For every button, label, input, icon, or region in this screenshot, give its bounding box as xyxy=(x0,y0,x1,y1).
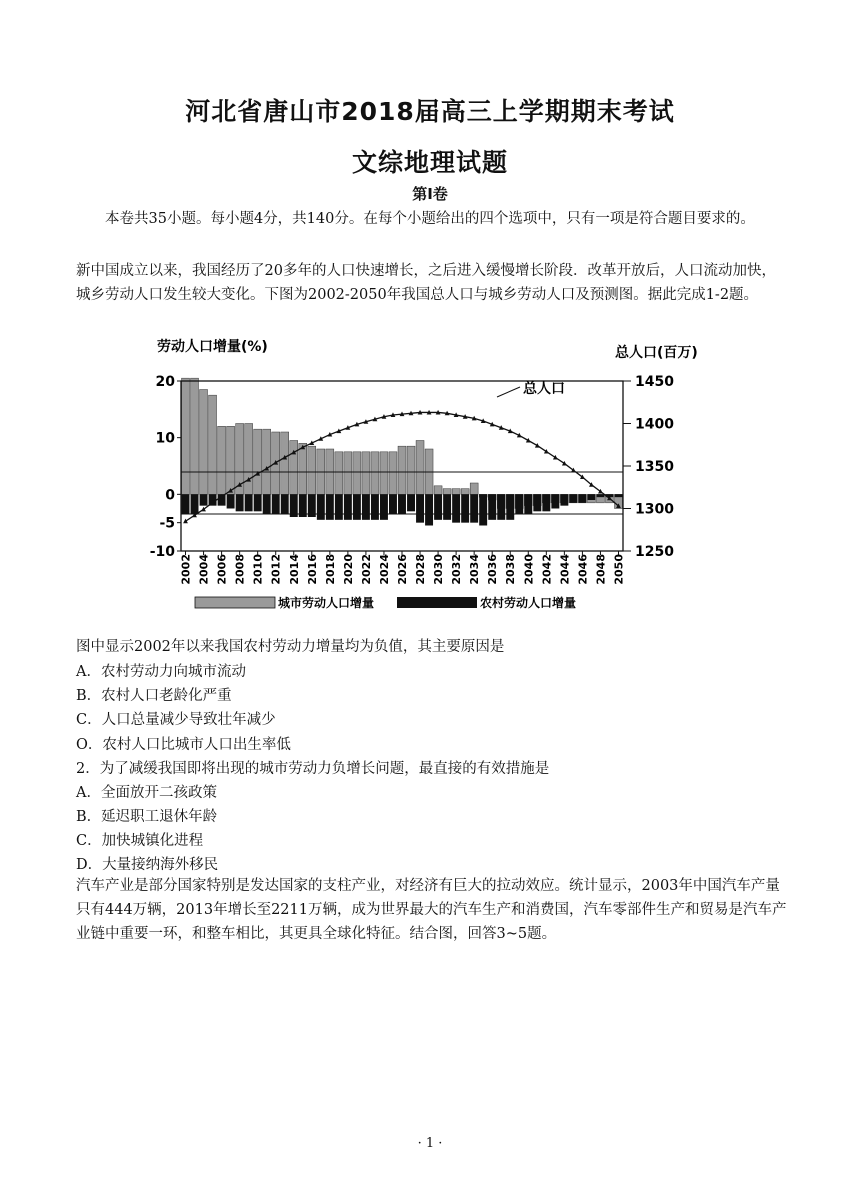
urban-bar xyxy=(344,452,352,495)
x-tick-label: 2040 xyxy=(522,554,536,585)
x-tick-label: 2036 xyxy=(486,554,500,585)
question-2-stem: 2．为了减缓我国即将出现的城市劳动力负增长问题，最直接的有效措施是 xyxy=(76,761,550,777)
urban-bar xyxy=(389,452,397,495)
question-1-option-b: B．农村人口老龄化严重 xyxy=(76,688,232,704)
rural-bar xyxy=(461,494,469,522)
urban-bar xyxy=(263,429,271,494)
x-tick-label: 2044 xyxy=(558,554,572,585)
population-label-pointer xyxy=(497,387,520,397)
urban-bar xyxy=(200,390,208,495)
urban-bar xyxy=(182,378,190,494)
x-tick-label: 2024 xyxy=(377,554,391,585)
x-tick-label: 2010 xyxy=(251,554,265,585)
left-tick-label: 0 xyxy=(165,487,175,504)
rural-bar xyxy=(254,494,262,511)
question-2-option-d: D．大量接纳海外移民 xyxy=(76,857,219,873)
rural-bar xyxy=(407,494,415,511)
rural-bar xyxy=(506,494,514,520)
rural-bar xyxy=(560,494,568,505)
rural-bar xyxy=(191,494,199,514)
urban-bar xyxy=(443,489,451,495)
urban-bar xyxy=(362,452,370,495)
rural-bar xyxy=(398,494,406,514)
urban-bar xyxy=(209,395,217,494)
legend-rural-swatch xyxy=(397,597,477,608)
urban-bar xyxy=(254,429,262,494)
x-tick-label: 2008 xyxy=(233,554,247,585)
rural-bar xyxy=(371,494,379,520)
urban-bar xyxy=(308,446,316,494)
question-2-option-c: C．加快城镇化进程 xyxy=(76,833,204,849)
right-tick-label: 1350 xyxy=(635,459,674,475)
rural-bar xyxy=(380,494,388,520)
population-point xyxy=(183,519,188,524)
rural-bar xyxy=(326,494,334,520)
rural-bar xyxy=(236,494,244,511)
urban-bar xyxy=(407,446,415,494)
x-tick-label: 2002 xyxy=(179,554,193,585)
population-point xyxy=(553,455,558,460)
left-tick-label: -5 xyxy=(159,515,175,532)
urban-bar xyxy=(227,426,235,494)
urban-bar xyxy=(353,452,361,495)
left-tick-label: -10 xyxy=(149,544,175,560)
x-tick-label: 2050 xyxy=(612,554,626,585)
passage-2: 汽车产业是部分国家特别是发达国家的支柱产业，对经济有巨大的拉动效应。统计显示，2003年中国汽车产量只有444万辆，2013年增长至2211万辆，成为世界最大的汽车生产和消费国，汽车零部件生产和贸易是汽车产业链中重要一环，和整车相比，其更具全球化特征。结合图，回答3~5题。 xyxy=(76,878,787,942)
left-axis-label: 劳动人口增量(%) xyxy=(157,339,268,355)
rural-bar xyxy=(615,494,623,497)
x-tick-label: 2006 xyxy=(215,554,229,585)
right-axis-label: 总人口(百万) xyxy=(615,345,698,361)
x-tick-label: 2048 xyxy=(594,554,608,585)
population-line-label: 总人口 xyxy=(523,381,565,397)
rural-bar xyxy=(470,494,478,522)
page-number: · 1 · xyxy=(417,1136,443,1151)
question-1-stem: 图中显示2002年以来我国农村劳动力增量均为负值，其主要原因是 xyxy=(76,639,505,655)
rural-bar xyxy=(443,494,451,520)
rural-bar xyxy=(272,494,280,514)
x-tick-label: 2016 xyxy=(305,554,319,585)
urban-bar xyxy=(191,378,199,494)
x-tick-label: 2042 xyxy=(540,554,554,585)
question-1-option-c: C．人口总量减少导致壮年减少 xyxy=(76,712,276,728)
question-1-option-d: O．农村人口比城市人口出生率低 xyxy=(76,737,291,753)
passage-1: 新中国成立以来，我国经历了20多年的人口快速增长，之后进入缓慢增长阶段．改革开放后，人口流动加快，城乡劳动人口发生较大变化。下图为2002-2050年我国总人口与城乡劳动人口及预测图。据此完成1-2题。 xyxy=(76,263,776,303)
question-1-option-a: A．农村劳动力向城市流动 xyxy=(76,664,246,680)
legend-urban-label: 城市劳动人口增量 xyxy=(278,596,375,610)
right-tick-label: 1300 xyxy=(635,501,674,518)
x-tick-label: 2014 xyxy=(287,554,301,585)
urban-bar xyxy=(416,441,424,495)
rural-bar xyxy=(515,494,523,514)
urban-bar xyxy=(452,489,460,495)
population-point xyxy=(544,449,549,454)
instructions: 本卷共35小题。每小题4分，共140分。在每个小题给出的四个选项中，只有一项是符合题目要求的。 xyxy=(105,211,755,227)
rural-bar xyxy=(200,494,208,505)
rural-bar xyxy=(596,494,604,497)
rural-bar xyxy=(497,494,505,520)
rural-bar xyxy=(317,494,325,520)
rural-bar xyxy=(245,494,253,511)
rural-bar xyxy=(362,494,370,520)
urban-bar xyxy=(245,424,253,495)
x-tick-label: 2032 xyxy=(450,554,464,585)
right-tick-label: 1250 xyxy=(635,544,674,560)
rural-bar xyxy=(263,494,271,514)
x-tick-label: 2012 xyxy=(269,554,283,585)
x-tick-label: 2026 xyxy=(396,554,409,585)
legend-urban-swatch xyxy=(195,597,275,608)
rural-bar xyxy=(587,494,595,500)
urban-bar xyxy=(461,489,469,495)
x-tick-label: 2022 xyxy=(359,554,373,585)
rural-bar xyxy=(551,494,559,508)
question-2-option-b: B．延迟职工退休年龄 xyxy=(76,809,218,825)
legend-rural-label: 农村劳动人口增量 xyxy=(480,596,577,610)
urban-bar xyxy=(398,446,406,494)
rural-bar xyxy=(569,494,577,503)
urban-bar xyxy=(380,452,388,495)
document-subtitle: 文综地理试题 xyxy=(351,148,508,177)
rural-bar xyxy=(425,494,433,525)
rural-bar xyxy=(227,494,235,508)
rural-bar xyxy=(353,494,361,520)
right-tick-label: 1450 xyxy=(635,374,674,390)
question-2-option-a: A．全面放开二孩政策 xyxy=(76,785,217,801)
urban-bar xyxy=(290,441,298,495)
population-labor-chart xyxy=(145,335,705,625)
urban-bar xyxy=(470,483,478,494)
urban-bar xyxy=(299,443,307,494)
x-tick-label: 2030 xyxy=(432,554,446,585)
rural-bar xyxy=(182,494,190,514)
rural-bar xyxy=(389,494,397,514)
left-tick-label: 20 xyxy=(155,374,175,390)
x-tick-label: 2028 xyxy=(414,554,428,585)
urban-bar xyxy=(434,486,442,495)
x-tick-label: 2020 xyxy=(341,554,355,585)
rural-bar xyxy=(434,494,442,520)
urban-bar xyxy=(218,426,226,494)
rural-bar xyxy=(479,494,487,525)
x-tick-label: 2046 xyxy=(576,554,590,585)
rural-bar xyxy=(452,494,460,522)
x-tick-label: 2004 xyxy=(197,554,211,585)
urban-bar xyxy=(335,452,343,495)
right-tick-label: 1400 xyxy=(635,416,674,433)
rural-bar xyxy=(533,494,541,511)
rural-bar xyxy=(335,494,343,520)
population-point xyxy=(562,461,567,466)
rural-bar xyxy=(344,494,352,520)
section-heading: 第Ⅰ卷 xyxy=(412,185,448,203)
left-tick-label: 10 xyxy=(155,430,175,447)
urban-bar xyxy=(281,432,289,494)
rural-bar xyxy=(416,494,424,522)
x-tick-label: 2018 xyxy=(323,554,337,585)
rural-bar xyxy=(281,494,289,514)
urban-bar xyxy=(371,452,379,495)
rural-bar xyxy=(578,494,586,503)
rural-bar xyxy=(542,494,550,511)
rural-bar xyxy=(524,494,532,514)
x-tick-label: 2034 xyxy=(468,554,482,585)
x-tick-label: 2038 xyxy=(504,554,518,585)
document-title: 河北省唐山市2018届高三上学期期末考试 xyxy=(185,97,675,126)
rural-bar xyxy=(488,494,496,520)
